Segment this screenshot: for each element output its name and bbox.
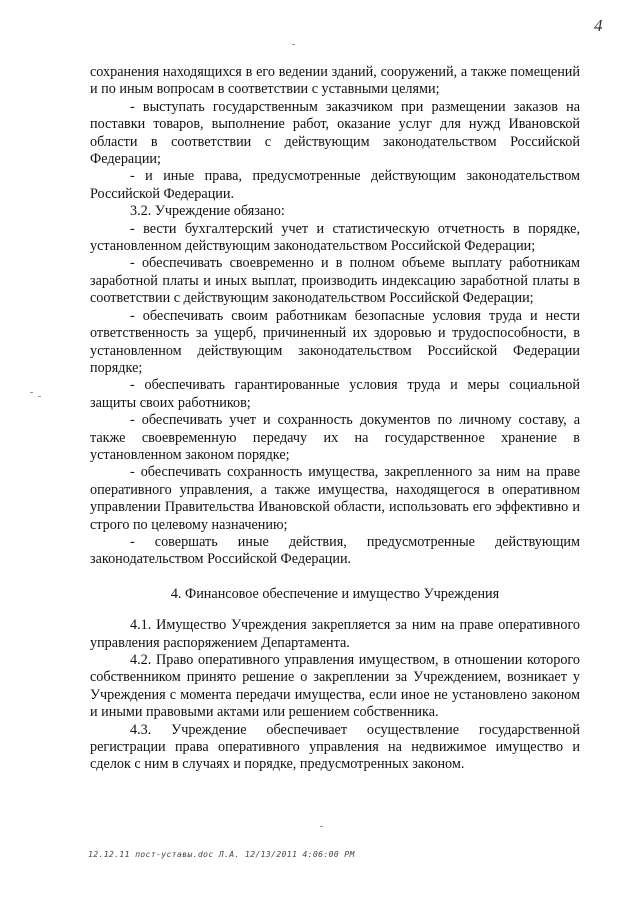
paragraph: 4.1. Имущество Учреждения закрепляется за ним на праве оперативного управления распоряжением Департамента.: [90, 617, 580, 651]
document-body: [90, 64, 580, 774]
scan-speck: [320, 826, 323, 827]
document-footer: 12.12.11 пост-уставы.doc Л.А. 12/13/2011 4:06:00 PM: [88, 849, 355, 859]
paragraph: - обеспечивать гарантированные условия труда и меры социальной защиты своих работников;: [90, 377, 580, 411]
paragraph: - вести бухгалтерский учет и статистическую отчетность в порядке, установленном действующим законодательством Российской Федерации;: [90, 220, 580, 255]
paragraph: 4.2. Право оперативного управления имуществом, в отношении которого собственником принято решение о закреплении за Учреждением, возникает у Учреждения с момента передачи имущества, если иное не установлено законом и иными правовыми актами или решением собственника.: [90, 652, 580, 721]
paragraph: 3.2. Учреждение обязано:: [130, 203, 285, 220]
section-heading: 4. Финансовое обеспечение и имущество Учреждения: [170, 585, 500, 602]
paragraph: - обеспечивать учет и сохранность документов по личному составу, а также своевременную передачу их на государственное хранение в установленном законом порядке;: [90, 412, 580, 463]
paragraphs-before: [90, 64, 580, 569]
page-number: 4: [594, 16, 603, 35]
paragraph: - обеспечивать сохранность имущества, закрепленного за ним на праве оперативного управления, а также имущества, находящегося в оперативном управлении Правительства Ивановской области, использовать его эффективно и строго по целевому назначению;: [90, 464, 580, 533]
scan-speck: [30, 392, 33, 393]
scan-speck: [292, 44, 295, 45]
paragraph: - совершать иные действия, предусмотренные действующим законодательством Российской Федерации.: [90, 533, 580, 568]
paragraph: 4.3. Учреждение обеспечивает осуществление государственной регистрации права оперативного управления на недвижимое имущество и сделок с ним в случаях и порядке, предусмотренных законом.: [90, 721, 580, 773]
paragraph: - обеспечивать своевременно и в полном объеме выплату работникам заработной платы и иных выплат, производить индексацию заработной платы в соответствии с действующим законодательством Российской Федерации;: [90, 255, 580, 307]
paragraph: - выступать государственным заказчиком при размещении заказов на поставки товаров, выполнение работ, оказание услуг для нужд Ивановской области в соответствии с действующим законодательством Российской Федерации;: [90, 98, 580, 168]
paragraph: сохранения находящихся в его ведении зданий, сооружений, а также помещений и по иным вопросам в соответствии с уставными целями;: [90, 64, 580, 98]
paragraphs-after: [90, 617, 580, 774]
paragraph: - и иные права, предусмотренные действующим законодательством Российской Федерации.: [90, 168, 580, 202]
paragraph: - обеспечивать своим работникам безопасные условия труда и нести ответственность за ущерб, причиненный их здоровью и трудоспособности, в установленном действующим законодательством Российской Федерации порядке;: [90, 307, 580, 376]
scan-speck: [38, 396, 41, 397]
